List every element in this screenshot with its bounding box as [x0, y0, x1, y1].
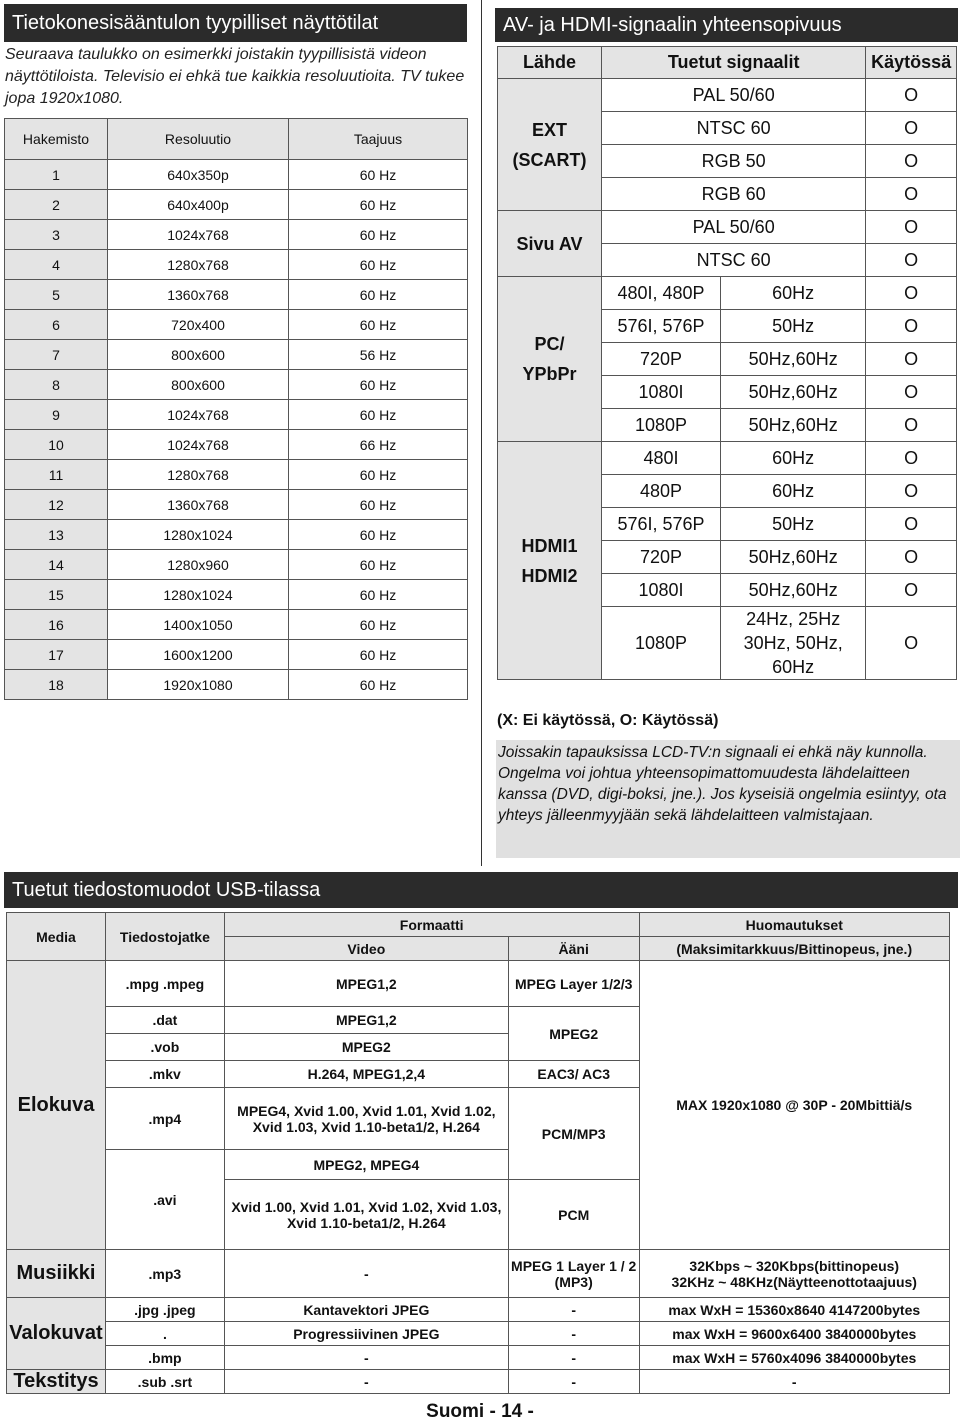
notes-line: 32Kbps ~ 320Kbps(bittinopeus) [689, 1257, 900, 1274]
resolution-cell: 1024x768 [108, 430, 289, 460]
col-header-frequency: Taajuus [289, 119, 468, 160]
resolution-row [5, 400, 468, 430]
media-movie: Elokuva [7, 961, 106, 1250]
index-cell: 13 [5, 520, 108, 550]
resolution-cell: 1920x1080 [108, 670, 289, 700]
col-header-audio: Ääni [508, 937, 639, 961]
frequency-cell: 60 Hz [289, 460, 468, 490]
resolution-cell: 1280x1024 [108, 520, 289, 550]
signal-cell: 480I, 480P [602, 277, 721, 310]
resolution-cell: 1600x1200 [108, 640, 289, 670]
resolution-cell: 1360x768 [108, 490, 289, 520]
signal-cell: NTSC 60 [602, 244, 866, 277]
audio-cell: MPEG2 [508, 1007, 639, 1061]
source-hdmi [498, 442, 602, 680]
frequency-cell: 60Hz [721, 475, 866, 508]
frequency-cell: 60Hz [721, 442, 866, 475]
extension-cell: . [105, 1322, 224, 1346]
audio-cell: - [508, 1298, 639, 1322]
frequency-cell: 50Hz,60Hz [721, 376, 866, 409]
index-cell: 15 [5, 580, 108, 610]
resolution-cell: 640x350p [108, 160, 289, 190]
frequency-cell: 60 Hz [289, 190, 468, 220]
media-music: Musiikki [7, 1250, 106, 1298]
frequency-cell: 60 Hz [289, 280, 468, 310]
video-cell: MPEG2 [224, 1034, 508, 1061]
resolution-row [5, 490, 468, 520]
in-use-mark: O [866, 178, 957, 211]
signal-cell: RGB 60 [602, 178, 866, 211]
signal-cell: RGB 50 [602, 145, 866, 178]
video-cell: - [224, 1250, 508, 1298]
source-ext [498, 79, 602, 211]
resolution-row [5, 430, 468, 460]
signal-cell: 720P [602, 343, 721, 376]
frequency-line: 24Hz, 25Hz [746, 609, 841, 629]
signal-cell: 480I [602, 442, 721, 475]
in-use-mark: O [866, 475, 957, 508]
video-cell: MPEG4, Xvid 1.00, Xvid 1.01, Xvid 1.02, Xvid 1.03, Xvid 1.10-beta1/2, H.264 [224, 1088, 508, 1150]
frequency-cell: 60 Hz [289, 640, 468, 670]
col-header-notes: Huomautukset [639, 913, 949, 937]
in-use-mark: O [866, 409, 957, 442]
resolution-cell: 800x600 [108, 370, 289, 400]
in-use-mark: O [866, 508, 957, 541]
in-use-mark: O [866, 541, 957, 574]
frequency-cell: 60 Hz [289, 520, 468, 550]
media-subtitles: Tekstitys [7, 1370, 106, 1394]
resolution-cell: 1280x1024 [108, 580, 289, 610]
col-header-media: Media [7, 913, 106, 961]
resolution-row [5, 310, 468, 340]
in-use-mark: O [866, 145, 957, 178]
column-divider [481, 0, 482, 866]
frequency-cell: 50Hz,60Hz [721, 409, 866, 442]
signal-cell: PAL 50/60 [602, 211, 866, 244]
in-use-mark: O [866, 343, 957, 376]
frequency-cell: 60 Hz [289, 490, 468, 520]
extension-cell: .bmp [105, 1346, 224, 1370]
frequency-cell: 60 Hz [289, 250, 468, 280]
source-ext-sublabel: (SCART) [512, 149, 587, 170]
col-header-resolution: Resoluutio [108, 119, 289, 160]
video-cell: MPEG1,2 [224, 1007, 508, 1034]
signal-cell: 1080P [602, 607, 721, 680]
frequency-cell: 60 Hz [289, 550, 468, 580]
index-cell: 17 [5, 640, 108, 670]
media-photos: Valokuvat [7, 1298, 106, 1370]
notes-cell: max WxH = 15360x8640 4147200bytes [639, 1298, 949, 1322]
in-use-mark: O [866, 574, 957, 607]
frequency-cell: 50Hz [721, 508, 866, 541]
resolution-row [5, 460, 468, 490]
index-cell: 5 [5, 280, 108, 310]
in-use-mark: O [866, 277, 957, 310]
index-cell: 14 [5, 550, 108, 580]
signal-cell: 576I, 576P [602, 310, 721, 343]
frequency-cell: 50Hz,60Hz [721, 541, 866, 574]
frequency-cell: 60 Hz [289, 610, 468, 640]
in-use-mark: O [866, 211, 957, 244]
resolution-cell: 1024x768 [108, 220, 289, 250]
usb-section-title: Tuetut tiedostomuodot USB-tilassa [4, 872, 958, 908]
index-cell: 2 [5, 190, 108, 220]
extension-cell: .mkv [105, 1061, 224, 1088]
video-cell: Kantavektori JPEG [224, 1298, 508, 1322]
audio-cell: MPEG 1 Layer 1 / 2 (MP3) [508, 1250, 639, 1298]
notes-cell [639, 1250, 949, 1298]
signal-cell: 1080P [602, 409, 721, 442]
signal-cell: PAL 50/60 [602, 79, 866, 112]
in-use-mark: O [866, 442, 957, 475]
col-header-format: Formaatti [224, 913, 639, 937]
col-header-signals: Tuetut signaalit [602, 47, 866, 79]
index-cell: 7 [5, 340, 108, 370]
resolution-row [5, 340, 468, 370]
frequency-cell: 56 Hz [289, 340, 468, 370]
resolution-row [5, 220, 468, 250]
video-cell: - [224, 1370, 508, 1394]
frequency-cell: 60 Hz [289, 370, 468, 400]
col-header-source: Lähde [498, 47, 602, 79]
notes-line: 32KHz ~ 48KHz(Näytteenottotaajuus) [671, 1273, 917, 1290]
col-header-extension: Tiedostojatke [105, 913, 224, 961]
in-use-mark: O [866, 244, 957, 277]
resolution-row [5, 280, 468, 310]
extension-cell: .mp4 [105, 1088, 224, 1150]
frequency-cell: 60 Hz [289, 220, 468, 250]
resolution-table [4, 118, 468, 700]
signal-cell: 1080I [602, 574, 721, 607]
frequency-cell: 50Hz,60Hz [721, 343, 866, 376]
frequency-cell: 50Hz [721, 310, 866, 343]
resolution-cell: 800x600 [108, 340, 289, 370]
audio-cell: PCM/MP3 [508, 1088, 639, 1180]
signal-cell: 1080I [602, 376, 721, 409]
usb-formats-table [6, 912, 950, 1394]
col-header-in-use: Käytössä [866, 47, 957, 79]
audio-cell: EAC3/ AC3 [508, 1061, 639, 1088]
resolution-row [5, 250, 468, 280]
video-cell: MPEG2, MPEG4 [224, 1150, 508, 1180]
index-cell: 8 [5, 370, 108, 400]
col-header-video: Video [224, 937, 508, 961]
video-cell: Xvid 1.00, Xvid 1.01, Xvid 1.02, Xvid 1.03, Xvid 1.10-beta1/2, H.264 [224, 1180, 508, 1250]
resolution-cell: 720x400 [108, 310, 289, 340]
av-note: Joissakin tapauksissa LCD-TV:n signaali ei ehkä näy kunnolla. Ongelma voi johtua yhteensopimattomuudesta lähdelaitteen kanssa (DVD, digi-boksi, jne.). Jos kyseisiä ongelmia esiintyy, ota yhteys jälleenmyyjään sekä lähdelaitteen valmistajaan. [496, 740, 960, 858]
index-cell: 10 [5, 430, 108, 460]
frequency-cell: 60 Hz [289, 400, 468, 430]
source-ext-label: EXT [531, 119, 567, 140]
resolution-cell: 1280x768 [108, 460, 289, 490]
col-header-notes-detail: (Maksimitarkkuus/Bittinopeus, jne.) [639, 937, 949, 961]
source-pc-label: PC/ [534, 334, 565, 354]
resolution-cell: 1280x768 [108, 250, 289, 280]
index-cell: 16 [5, 610, 108, 640]
resolution-row [5, 520, 468, 550]
frequency-cell: 50Hz,60Hz [721, 574, 866, 607]
frequency-cell [721, 607, 866, 680]
index-cell: 4 [5, 250, 108, 280]
frequency-cell: 60 Hz [289, 160, 468, 190]
frequency-cell: 60 Hz [289, 580, 468, 610]
notes-cell: max WxH = 9600x6400 3840000bytes [639, 1322, 949, 1346]
in-use-mark: O [866, 112, 957, 145]
signal-cell: 576I, 576P [602, 508, 721, 541]
resolution-row [5, 640, 468, 670]
frequency-cell: 66 Hz [289, 430, 468, 460]
extension-cell: .avi [105, 1150, 224, 1250]
audio-cell: MPEG Layer 1/2/3 [508, 961, 639, 1007]
in-use-mark: O [866, 79, 957, 112]
resolution-section-title: Tietokonesisääntulon tyypilliset näyttötilat [4, 4, 467, 42]
av-table [497, 46, 957, 680]
source-side-av: Sivu AV [498, 211, 602, 277]
video-cell: MPEG1,2 [224, 961, 508, 1007]
extension-cell: .mpg .mpeg [105, 961, 224, 1007]
index-cell: 1 [5, 160, 108, 190]
index-cell: 12 [5, 490, 108, 520]
resolution-cell: 640x400p [108, 190, 289, 220]
in-use-mark: O [866, 310, 957, 343]
source-hdmi-label: HDMI1 [521, 535, 578, 556]
audio-cell: - [508, 1370, 639, 1394]
resolution-cell: 1024x768 [108, 400, 289, 430]
audio-cell: - [508, 1322, 639, 1346]
video-cell: - [224, 1346, 508, 1370]
index-cell: 9 [5, 400, 108, 430]
frequency-line: 60Hz [772, 657, 815, 677]
notes-cell: max WxH = 5760x4096 3840000bytes [639, 1346, 949, 1370]
index-cell: 6 [5, 310, 108, 340]
frequency-cell: 60Hz [721, 277, 866, 310]
resolution-cell: 1280x960 [108, 550, 289, 580]
av-section-title: AV- ja HDMI-signaalin yhteensopivuus [495, 8, 958, 42]
in-use-mark: O [866, 607, 957, 680]
signal-cell: 480P [602, 475, 721, 508]
notes-cell: MAX 1920x1080 @ 30P - 20Mbittiä/s [639, 961, 949, 1250]
audio-cell: - [508, 1346, 639, 1370]
extension-cell: .jpg .jpeg [105, 1298, 224, 1322]
resolution-row [5, 550, 468, 580]
extension-cell: .sub .srt [105, 1370, 224, 1394]
video-cell: Progressiivinen JPEG [224, 1322, 508, 1346]
extension-cell: .vob [105, 1034, 224, 1061]
index-cell: 3 [5, 220, 108, 250]
resolution-row [5, 580, 468, 610]
page-footer: Suomi - 14 - [426, 1401, 534, 1422]
source-pc-ypbpr [498, 277, 602, 442]
notes-cell: - [639, 1370, 949, 1394]
resolution-row [5, 370, 468, 400]
resolution-cell: 1400x1050 [108, 610, 289, 640]
index-cell: 18 [5, 670, 108, 700]
resolution-row [5, 670, 468, 700]
resolution-row [5, 610, 468, 640]
source-hdmi-sublabel: HDMI2 [521, 565, 578, 586]
index-cell: 11 [5, 460, 108, 490]
audio-cell: PCM [508, 1180, 639, 1250]
source-pc-sublabel: YPbPr [522, 364, 577, 384]
in-use-mark: O [866, 376, 957, 409]
extension-cell: .dat [105, 1007, 224, 1034]
resolution-row [5, 190, 468, 220]
video-cell: H.264, MPEG1,2,4 [224, 1061, 508, 1088]
signal-cell: NTSC 60 [602, 112, 866, 145]
frequency-line: 30Hz, 50Hz, [743, 633, 843, 653]
frequency-cell: 60 Hz [289, 310, 468, 340]
resolution-cell: 1360x768 [108, 280, 289, 310]
resolution-row [5, 160, 468, 190]
extension-cell: .mp3 [105, 1250, 224, 1298]
signal-cell: 720P [602, 541, 721, 574]
col-header-index: Hakemisto [5, 119, 108, 160]
av-legend: (X: Ei käytössä, O: Käytössä) [497, 712, 719, 729]
frequency-cell: 60 Hz [289, 670, 468, 700]
resolution-intro: Seuraava taulukko on esimerkki joistakin tyypillisistä videon näyttötiloista. Televisio ei ehkä tue kaikkia resoluutioita. TV tukee jopa 1920x1080. [5, 46, 465, 107]
